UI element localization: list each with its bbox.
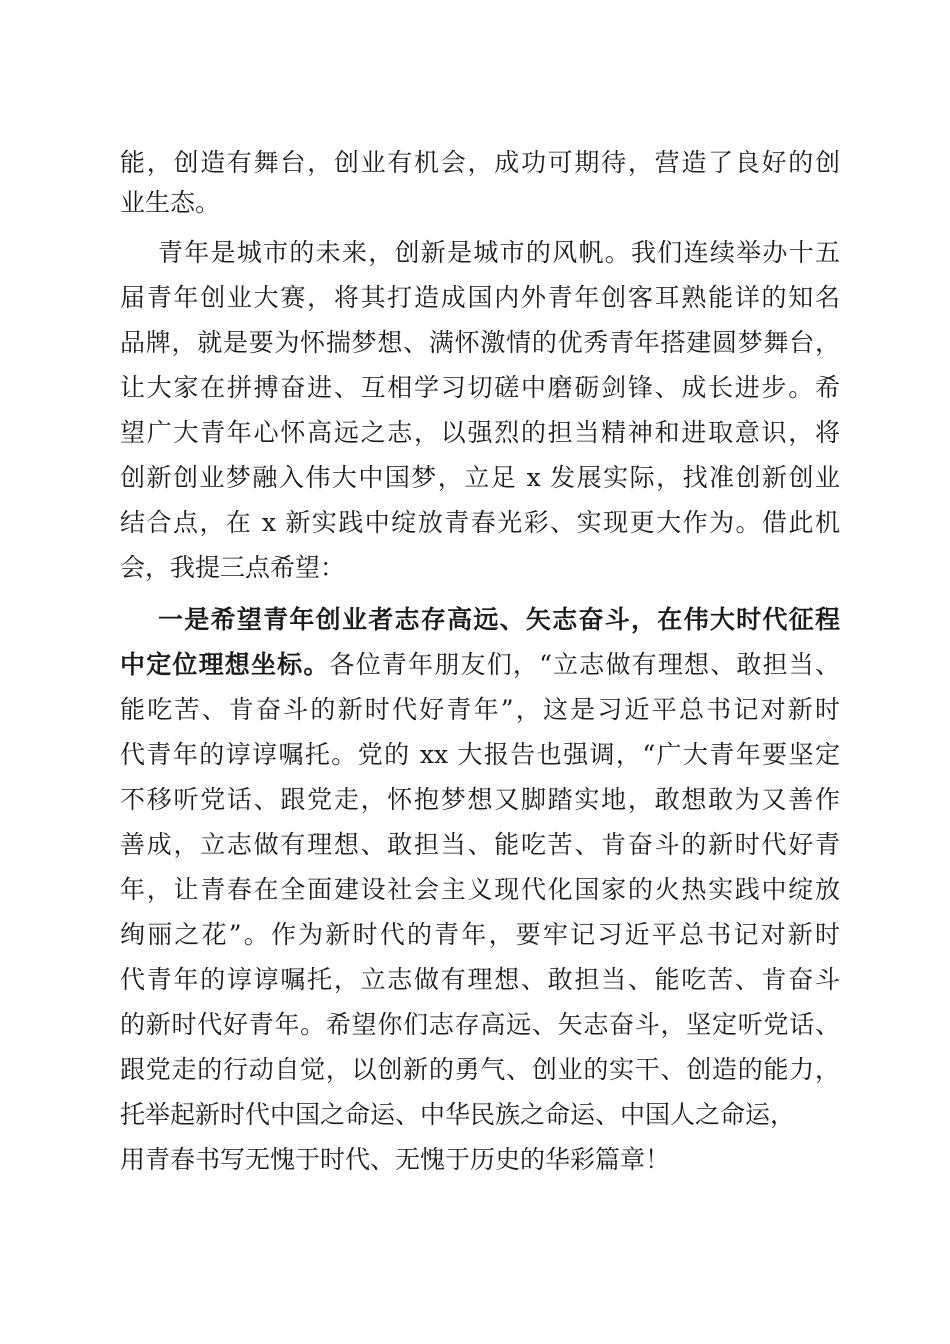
paragraph-line: 能吃苦、肯奋斗的新时代好青年”，这是习近平总书记对新时 [120,695,840,724]
paragraph-line: 让大家在拼搏奋进、互相学习切磋中磨砺剑锋、成长进步。希 [120,373,840,402]
paragraph-line: 托举起新时代中国之命运、中华民族之命运、中国人之命运， [120,1100,796,1129]
paragraph-line: 能，创造有舞台，创业有机会，成功可期待，营造了良好的创 [120,148,840,177]
paragraph-line: 届青年创业大赛，将其打造成国内外青年创客耳熟能详的知名 [120,283,840,312]
paragraph-line: 创新创业梦融入伟大中国梦，立足 x 发展实际，找准创新创业 [120,463,840,492]
paragraph-line: 青年是城市的未来，创新是城市的风帆。我们连续举办十五 [158,238,840,267]
paragraph-line: 用青春书写无愧于时代、无愧于历史的华彩篇章！ [120,1145,671,1174]
paragraph-line: 善成，立志做有理想、敢担当、能吃苦、肯奋斗的新时代好青 [120,830,840,859]
paragraph-line: 代青年的谆谆嘱托，立志做有理想、敢担当、能吃苦、肯奋斗 [120,965,840,994]
section-heading-line: 一是希望青年创业者志存高远、矢志奋斗，在伟大时代征程 [158,605,840,634]
paragraph-line: 绚丽之花”。作为新时代的青年，要牢记习近平总书记对新时 [120,920,840,949]
paragraph-line: 会，我提三点希望： [120,553,346,582]
section-heading-end: 中定位理想坐标。 [120,650,330,679]
paragraph-line: 年，让青春在全面建设社会主义现代化国家的火热实践中绽放 [120,875,840,904]
paragraph-line [120,645,840,685]
paragraph-line: 代青年的谆谆嘱托。党的 xx 大报告也强调，“广大青年要坚定 [120,740,840,769]
paragraph-line: 结合点，在 x 新实践中绽放青春光彩、实现更大作为。借此机 [120,508,840,537]
paragraph-line: 望广大青年心怀高远之志，以强烈的担当精神和进取意识，将 [120,418,840,447]
paragraph-line: 品牌，就是要为怀揣梦想、满怀激情的优秀青年搭建圆梦舞台， [120,328,840,357]
paragraph-line: 业生态。 [120,188,221,217]
paragraph-text: 各位青年朋友们，“立志做有理想、敢担当、 [329,650,840,679]
paragraph-line: 的新时代好青年。希望你们志存高远、矢志奋斗，坚定听党话、 [120,1010,840,1039]
paragraph-line: 不移听党话、跟党走，怀抱梦想又脚踏实地，敢想敢为又善作 [120,785,840,814]
paragraph-line: 跟党走的行动自觉，以创新的勇气、创业的实干、创造的能力， [120,1055,840,1084]
